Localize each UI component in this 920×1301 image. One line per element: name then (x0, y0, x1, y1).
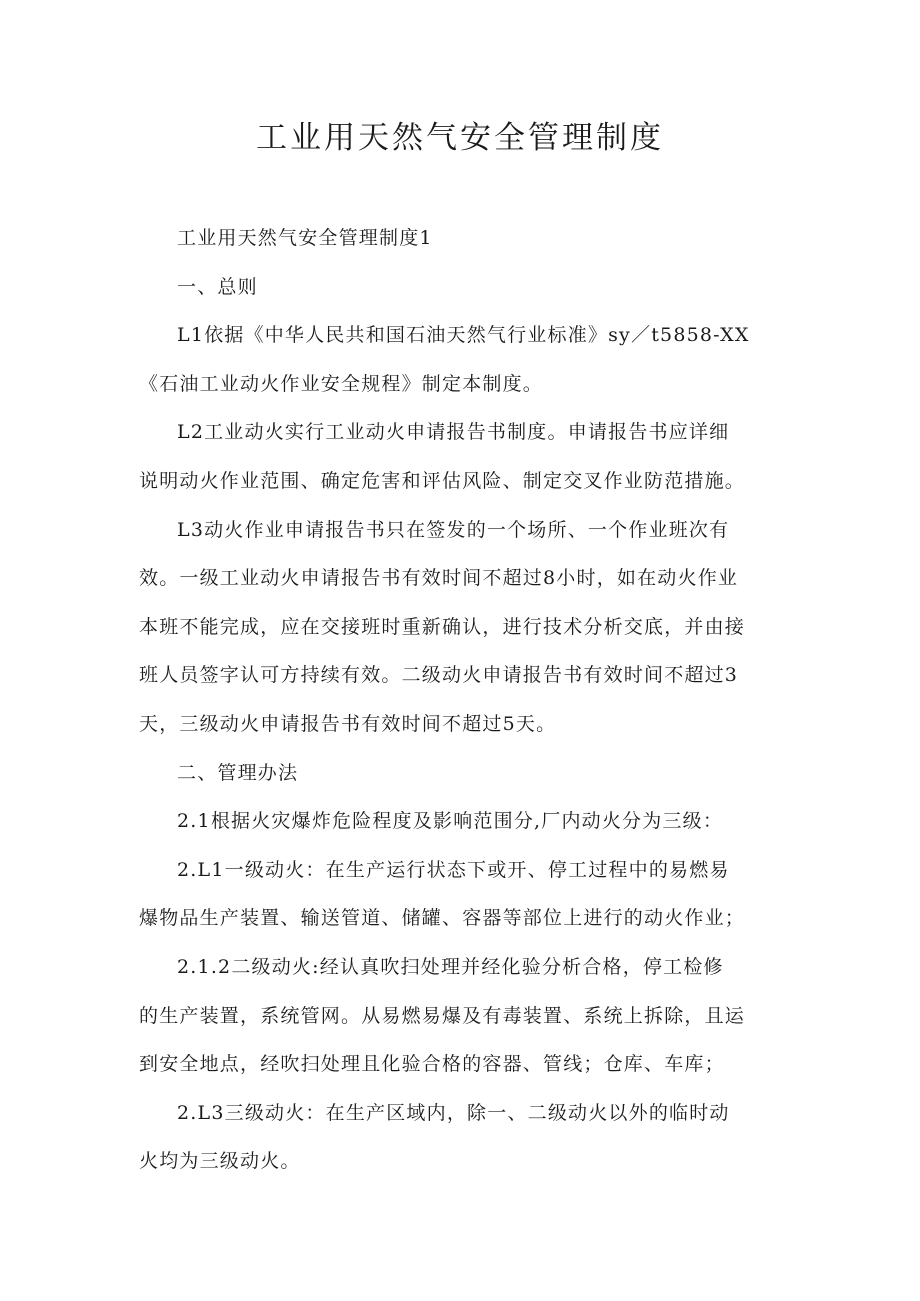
paragraph-line: 天，三级动火申请报告书有效时间不超过5天。 (139, 712, 557, 735)
paragraph-1-1 (139, 311, 799, 408)
section-heading-management (139, 749, 799, 798)
paragraph-2-1-2 (139, 943, 799, 1089)
paragraph-line: 效。一级工业动火申请报告书有效时间不超过8小时，如在动火作业 (139, 567, 739, 590)
paragraph-1-3 (139, 506, 799, 749)
paragraph-line: 到安全地点，经吹扫处理且化验合格的容器、管线；仓库、车库； (139, 1053, 725, 1076)
paragraph-2-1-3 (139, 1089, 799, 1186)
paragraph-line: 的生产装置，系统管网。从易燃易爆及有毒装置、系统上拆除，且运 (139, 1004, 746, 1027)
section-heading-general (139, 263, 799, 312)
paragraph-line: 说明动火作业范围、确定危害和评估风险、制定交叉作业防范措施。 (139, 469, 746, 492)
paragraph-line: 《石油工业动火作业安全规程》制定本制度。 (139, 372, 544, 395)
paragraph-line: 2.L1一级动火：在生产运行状态下或开、停工过程中的易燃易 (177, 858, 730, 881)
section-heading-text: 一、总则 (177, 275, 258, 298)
paragraph-line: 2.L3三级动火：在生产区域内，除一、二级动火以外的临时动 (177, 1101, 730, 1124)
paragraph-line: 班人员签字认可方持续有效。二级动火申请报告书有效时间不超过3 (139, 664, 739, 687)
paragraph-line: 爆物品生产装置、输送管道、储罐、容器等部位上进行的动火作业； (139, 907, 746, 930)
subtitle-text: 工业用天然气安全管理制度1 (177, 227, 433, 249)
paragraph-line: 2.1根据火灾爆炸危险程度及影响范围分,厂内动火分为三级： (177, 810, 724, 833)
document-subtitle (139, 214, 799, 263)
section-heading-text: 二、管理办法 (177, 761, 299, 784)
paragraph-line: 2.1.2二级动火:经认真吹扫处理并经化验分析合格，停工检修 (177, 955, 724, 978)
paragraph-line: 火均为三级动火。 (139, 1150, 301, 1173)
paragraph-1-2 (139, 408, 799, 505)
document-body (139, 214, 799, 1186)
paragraph-line: L1依据《中华人民共和国石油天然气行业标准》sy／t5858-XX (177, 324, 750, 347)
paragraph-2-1 (139, 797, 799, 846)
paragraph-2-1-1 (139, 846, 799, 943)
paragraph-line: L2工业动火实行工业动火申请报告书制度。申请报告书应详细 (177, 421, 730, 444)
document-title: 工业用天然气安全管理制度 (256, 120, 664, 156)
paragraph-line: 本班不能完成，应在交接班时重新确认，进行技术分析交底，并由接 (139, 615, 746, 638)
paragraph-line: L3动火作业申请报告书只在签发的一个场所、一个作业班次有 (177, 518, 730, 541)
